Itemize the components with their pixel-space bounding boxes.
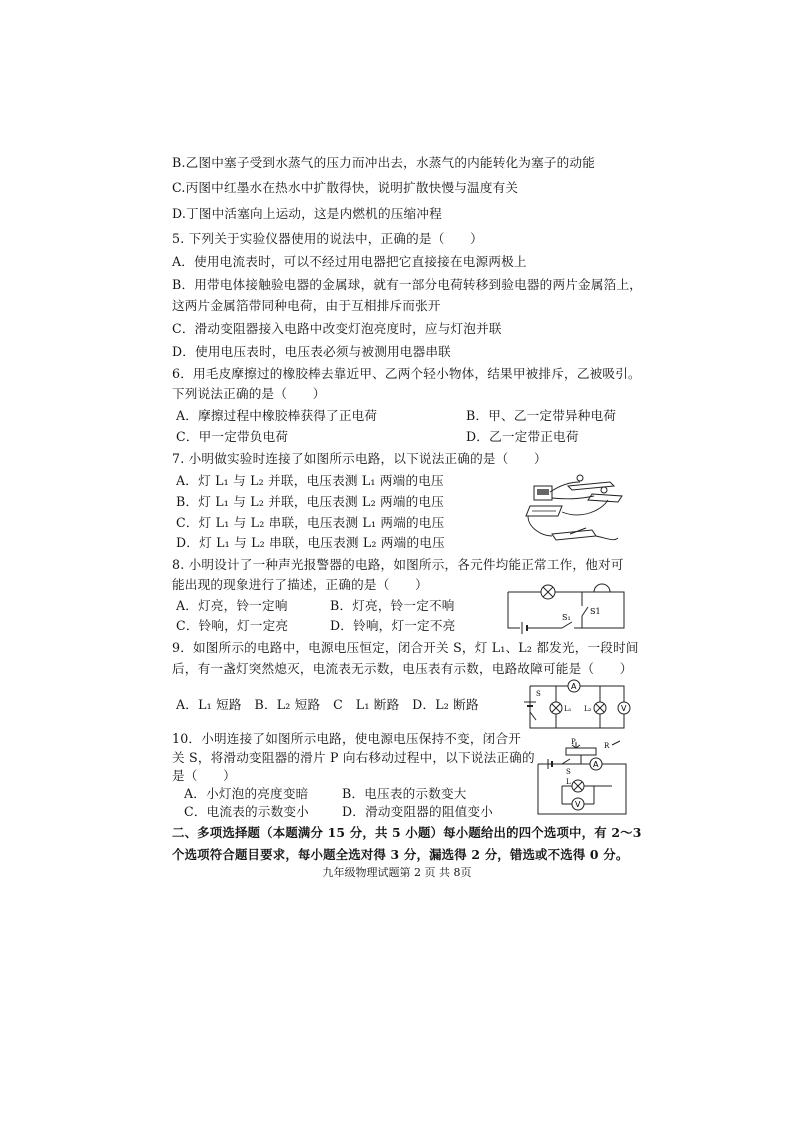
q7-voltmeter-dial: [537, 489, 549, 495]
q6-stem-line2: 下列说法正确的是（ ）: [172, 386, 326, 401]
q7-wire-2: [552, 496, 594, 499]
q5-option-b-line1: B．用带电体接触验电器的金属球，就有一部分电荷转移到验电器的两片金属箔上，: [172, 277, 643, 292]
q10-option-a: A．小灯泡的亮度变暗: [184, 786, 309, 801]
q8-bell-symbol: [594, 584, 610, 592]
q7-bulb-l1: [577, 475, 583, 481]
q6-option-d: D．乙一定带正电荷: [466, 429, 579, 444]
q4-option-c: C.丙图中红墨水在热水中扩散得快，说明扩散快慢与温度有关: [172, 180, 519, 195]
q9-switch-label: S: [536, 690, 541, 698]
q4-option-b: B.乙图中塞子受到水蒸气的压力而冲出去，水蒸气的内能转化为塞子的动能: [172, 155, 596, 170]
q9-switch-s: [530, 712, 536, 720]
q10-switch-s: [562, 759, 570, 764]
q7-bulb-l2: [601, 487, 607, 493]
q8-outer-loop: [508, 592, 624, 628]
q7-option-d: D．灯 L₁ 与 L₂ 串联，电压表测 L₂ 两端的电压: [176, 535, 445, 550]
q7-wire-1: [550, 482, 580, 492]
q7-option-b: B．灯 L₁ 与 L₂ 并联，电压表测 L₂ 两端的电压: [176, 494, 445, 509]
q7-wire-4: [596, 536, 618, 540]
q10-voltmeter-label: V: [575, 800, 581, 809]
q10-stem-line3: 是（ ）: [172, 768, 236, 783]
q5-stem: 5. 下列关于实验仪器使用的说法中，正确的是（ ）: [172, 231, 483, 246]
q10-switch-label: S: [566, 768, 571, 776]
q10-circuit-figure: [532, 738, 632, 816]
q10-rheostat: [566, 748, 596, 755]
q10-r-arrow: [612, 741, 620, 745]
q9-lamp-l2-label: L₂: [584, 705, 592, 713]
q8-option-d: D．铃响，灯一定不亮: [330, 618, 456, 633]
q10-stem-line2: 关 S，将滑动变阻器的滑片 P 向右移动过程中，以下说法正确的: [172, 750, 535, 765]
q5-option-d: D．使用电压表时，电压表必须与被测用电器串联: [172, 344, 451, 359]
q7-wire-3: [562, 500, 608, 515]
q10-ammeter-label: A: [593, 760, 599, 769]
q9-outer-loop: [530, 686, 624, 728]
q6-option-b: B．甲、乙一定带异种电荷: [466, 408, 617, 423]
q7-option-a: A．灯 L₁ 与 L₂ 并联，电压表测 L₁ 两端的电压: [176, 473, 444, 488]
section2-line2: 个选项符合题目要求，每小题全选对得 3 分，漏选得 2 分，错选或不选得 0 分。: [172, 847, 629, 862]
q9-stem-line1: 9．如图所示的电路中，电源电压恒定，闭合开关 S，灯 L₁、L₂ 都发光，一段时间: [172, 640, 639, 655]
q7-option-c: C．灯 L₁ 与 L₂ 串联，电压表测 L₁ 两端的电压: [176, 515, 445, 530]
q8-option-c: C．铃响，灯一定亮: [176, 618, 289, 633]
q8-stem-line2: 能出现的现象进行了描述，正确的是（ ）: [172, 577, 428, 592]
q8-circuit-figure: [502, 578, 632, 634]
q9-lamp-l1-label: L₁: [564, 705, 572, 713]
q5-option-a: A．使用电流表时，可以不经过用电器把它直接接在电源两极上: [172, 254, 527, 269]
q7-switch-base: [552, 530, 596, 540]
q10-option-d: D．滑动变阻器的阻值变小: [342, 804, 494, 819]
q10-lamp-label: L: [566, 778, 571, 786]
q8-option-b: B．灯亮，铃一定不响: [330, 598, 455, 613]
q8-option-a: A．灯亮，铃一定响: [176, 598, 288, 613]
q6-option-a: A．摩擦过程中橡胶棒获得了正电荷: [176, 408, 378, 423]
page-footer: 九年级物理试题第 2 页 共 8页: [322, 866, 472, 879]
q6-option-c: C．甲一定带负电荷: [176, 429, 289, 444]
q5-option-b-line2: 这两片金属箔带同种电荷，由于互相排斥而张开: [172, 298, 441, 313]
q7-wire-5: [528, 516, 552, 536]
q10-stem-line1: 10．小明连接了如图所示电路，使电源电压保持不变，闭合开: [172, 731, 522, 746]
q10-rheostat-label: R: [604, 742, 610, 750]
q9-circuit-figure: [520, 676, 632, 734]
section2-line1: 二、多项选择题（本题满分 15 分，共 5 小题）每小题给出的四个选项中，有 2～3: [172, 825, 642, 840]
q10-option-c: C．电流表的示数变小: [184, 804, 309, 819]
q8-stem-line1: 8. 小明设计了一种声光报警器的电路，如图所示，各元件均能正常工作，他对可: [172, 557, 624, 572]
q7-board-right: [588, 494, 622, 502]
q8-label-s2: S1: [590, 607, 601, 616]
q6-stem-line1: 6．用毛皮摩擦过的橡胶棒去靠近甲、乙两个轻小物体，结果甲被排斥，乙被吸引。: [172, 366, 641, 381]
q10-slider-label: P: [571, 738, 576, 746]
q8-label-s1: S₁: [562, 613, 571, 622]
q7-circuit-figure: [522, 470, 630, 552]
q4-option-d: D.丁图中活塞向上运动，这是内燃机的压缩冲程: [172, 206, 442, 221]
q7-stem: 7. 小明做实验时连接了如图所示电路，以下说法正确的是（ ）: [172, 451, 547, 466]
q9-options: A．L₁ 短路 B．L₂ 短路 C L₁ 断路 D．L₂ 断路: [176, 697, 479, 712]
q9-voltmeter-label: V: [621, 704, 627, 713]
q10-option-b: B．电压表的示数变大: [342, 786, 467, 801]
q9-ammeter-label: A: [571, 682, 577, 691]
q9-stem-line2: 后，有一盏灯突然熄灭，电流表无示数，电压表有示数，电路故障可能是（ ）: [172, 661, 633, 676]
q5-option-c: C．滑动变阻器接入电路中改变灯泡亮度时，应与灯泡并联: [172, 321, 502, 336]
